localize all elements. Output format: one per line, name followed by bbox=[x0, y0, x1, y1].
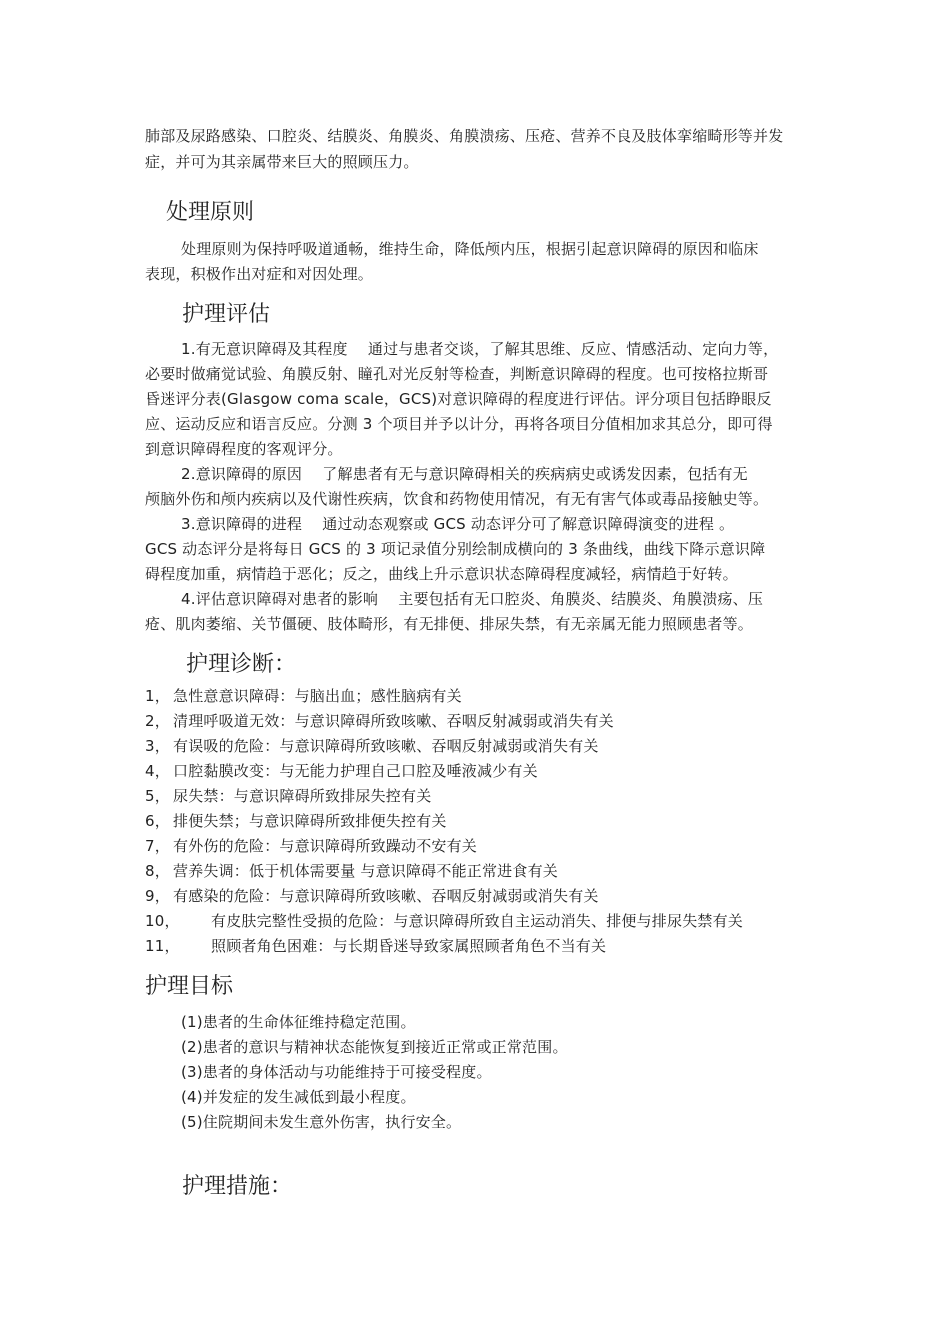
diagnosis-item-text: 急性意意识障碍：与脑出血；感性脑病有关 bbox=[173, 687, 462, 705]
diagnosis-item bbox=[145, 759, 538, 784]
diagnosis-item-number: 10， bbox=[145, 912, 180, 930]
diagnosis-item bbox=[145, 784, 431, 809]
diagnosis-heading: 护理诊断： bbox=[186, 652, 297, 677]
goal-item: (1)患者的生命体征维持稳定范围。 bbox=[181, 1013, 416, 1031]
assessment-line: GCS 动态评分是将每日 GCS 的 3 项记录值分别绘制成横向的 3 条曲线，曲线下降示意识障 bbox=[145, 540, 766, 558]
diagnosis-item-number: 8， bbox=[145, 862, 170, 880]
intro-line-2: 症，并可为其亲属带来巨大的照顾压力。 bbox=[145, 153, 419, 171]
goals-heading: 护理目标 bbox=[145, 974, 234, 999]
diagnosis-item bbox=[145, 809, 447, 834]
assessment-line: 应、运动反应和语言反应。分测 3 个项目并予以计分，再将各项目分值相加求其总分，即可得 bbox=[145, 415, 773, 433]
diagnosis-item-text: 有外伤的危险：与意识障碍所致躁动不安有关 bbox=[173, 837, 478, 855]
diagnosis-item bbox=[145, 734, 599, 759]
assessment-line: 3.意识障碍的进程 通过动态观察或 GCS 动态评分可了解意识障碍演变的进程 。 bbox=[181, 515, 735, 533]
diagnosis-item-number: 1， bbox=[145, 687, 170, 705]
assessment-line: 必要时做痛觉试验、角膜反射、瞳孔对光反射等检查，判断意识障碍的程度。也可按格拉斯哥 bbox=[145, 365, 769, 383]
assessment-line: 到意识障碍程度的客观评分。 bbox=[145, 440, 343, 458]
diagnosis-item-number: 2， bbox=[145, 712, 170, 730]
diagnosis-item bbox=[145, 834, 477, 859]
diagnosis-item bbox=[145, 934, 606, 959]
measures-heading: 护理措施： bbox=[182, 1174, 293, 1199]
assessment-heading: 护理评估 bbox=[182, 302, 271, 327]
diagnosis-item-number: 4， bbox=[145, 762, 170, 780]
diagnosis-item bbox=[145, 859, 558, 884]
diagnosis-item-text: 有皮肤完整性受损的危险：与意识障碍所致自主运动消失、排便与排尿失禁有关 bbox=[211, 912, 744, 930]
diagnosis-item-number: 7， bbox=[145, 837, 170, 855]
assessment-line: 碍程度加重，病情趋于恶化；反之，曲线上升示意识状态障碍程度减轻，病情趋于好转。 bbox=[145, 565, 738, 583]
diagnosis-item bbox=[145, 709, 614, 734]
assessment-line: 昏迷评分表(Glasgow coma scale，GCS)对意识障碍的程度进行评估。评分项目包括睁眼反 bbox=[145, 390, 772, 408]
diagnosis-item-number: 6， bbox=[145, 812, 170, 830]
goal-item: (4)并发症的发生减低到最小程度。 bbox=[181, 1088, 416, 1106]
principle-line-1: 处理原则为保持呼吸道通畅，维持生命，降低颅内压，根据引起意识障碍的原因和临床 bbox=[181, 240, 759, 258]
diagnosis-item bbox=[145, 909, 743, 934]
principle-heading: 处理原则 bbox=[166, 200, 255, 225]
diagnosis-item-number: 11， bbox=[145, 937, 180, 955]
assessment-line: 4.评估意识障碍对患者的影响 主要包括有无口腔炎、角膜炎、结膜炎、角膜溃疡、压 bbox=[181, 590, 764, 608]
intro-line-1: 肺部及尿路感染、口腔炎、结膜炎、角膜炎、角膜溃疡、压疮、营养不良及肢体挛缩畸形等并发 bbox=[145, 127, 784, 145]
diagnosis-item-number: 3， bbox=[145, 737, 170, 755]
diagnosis-item-text: 尿失禁：与意识障碍所致排尿失控有关 bbox=[173, 787, 432, 805]
diagnosis-item-text: 营养失调：低于机体需要量 与意识障碍不能正常进食有关 bbox=[173, 862, 558, 880]
assessment-line: 1.有无意识障碍及其程度 通过与患者交谈，了解其思维、反应、情感活动、定向力等， bbox=[181, 340, 779, 358]
diagnosis-item-number: 5， bbox=[145, 787, 170, 805]
diagnosis-item-text: 口腔黏膜改变：与无能力护理自己口腔及唾液减少有关 bbox=[173, 762, 538, 780]
assessment-line: 2.意识障碍的原因 了解患者有无与意识障碍相关的疾病病史或诱发因素，包括有无 bbox=[181, 465, 748, 483]
principle-line-2: 表现，积极作出对症和对因处理。 bbox=[145, 265, 374, 283]
diagnosis-item-text: 排便失禁；与意识障碍所致排便失控有关 bbox=[173, 812, 447, 830]
diagnosis-item-number: 9， bbox=[145, 887, 170, 905]
diagnosis-item-text: 有感染的危险：与意识障碍所致咳嗽、吞咽反射减弱或消失有关 bbox=[173, 887, 599, 905]
diagnosis-item-text: 有误吸的危险：与意识障碍所致咳嗽、吞咽反射减弱或消失有关 bbox=[173, 737, 599, 755]
goal-item: (5)住院期间未发生意外伤害，执行安全。 bbox=[181, 1113, 462, 1131]
diagnosis-item bbox=[145, 684, 462, 709]
assessment-line: 颅脑外伤和颅内疾病以及代谢性疾病，饮食和药物使用情况，有无有害气体或毒品接触史等。 bbox=[145, 490, 769, 508]
diagnosis-item-text: 照顾者角色困难：与长期昏迷导致家属照顾者角色不当有关 bbox=[211, 937, 607, 955]
goal-item: (3)患者的身体活动与功能维持于可接受程度。 bbox=[181, 1063, 492, 1081]
diagnosis-item bbox=[145, 884, 599, 909]
diagnosis-item-text: 清理呼吸道无效：与意识障碍所致咳嗽、吞咽反射减弱或消失有关 bbox=[173, 712, 614, 730]
goal-item: (2)患者的意识与精神状态能恢复到接近正常或正常范围。 bbox=[181, 1038, 568, 1056]
assessment-line: 疮、肌肉萎缩、关节僵硬、肢体畸形，有无排便、排尿失禁，有无亲属无能力照顾患者等。 bbox=[145, 615, 754, 633]
